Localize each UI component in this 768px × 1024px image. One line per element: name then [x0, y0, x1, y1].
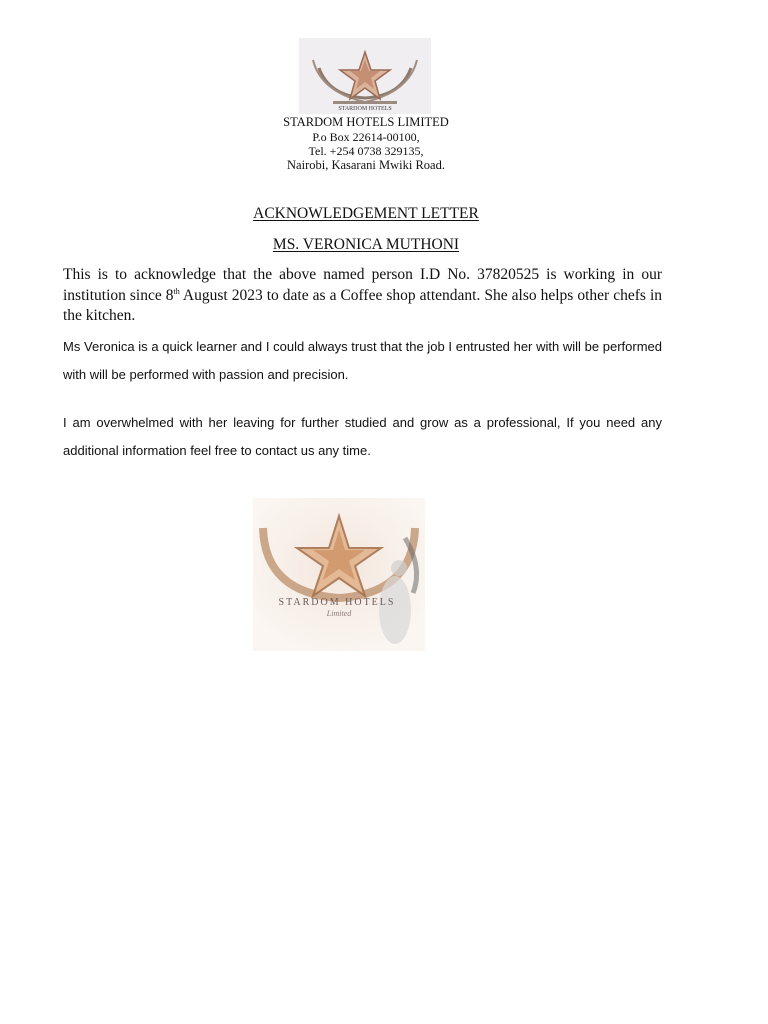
logo-text: STARDOM HOTELS — [338, 106, 392, 112]
recipient-name: MS. VERONICA MUTHONI — [272, 236, 460, 253]
paragraph-intro: This is to acknowledge that the above named person I.D No. 37820525 is working in our institution since 8th August 2023 to date as a Coffee shop attendant. She also helps other chefs in the kitchen. — [63, 266, 663, 324]
company-stamp — [253, 498, 425, 651]
letter-title: ACKNOWLEDGEMENT LETTER — [253, 205, 479, 222]
paragraph-qualities: Ms Veronica is a quick learner and I could always trust that the job I entrusted her with will be performed with will be performed with passion and precision. — [63, 339, 662, 382]
company-telephone: Tel. +254 0738 329135, — [308, 144, 424, 158]
paragraph-closing: I am overwhelmed with her leaving for further studied and grow as a professional, If you need any additional information feel free to contact us any time. — [63, 415, 662, 458]
stamp-text: STARDOM HOTELS — [278, 597, 396, 608]
stamp-subtext: Limited — [326, 609, 352, 618]
company-po-box: P.o Box 22614-00100, — [312, 130, 420, 144]
company-address: Nairobi, Kasarani Mwiki Road. — [287, 158, 445, 172]
company-logo — [299, 38, 431, 114]
company-name: STARDOM HOTELS LIMITED — [283, 115, 449, 129]
